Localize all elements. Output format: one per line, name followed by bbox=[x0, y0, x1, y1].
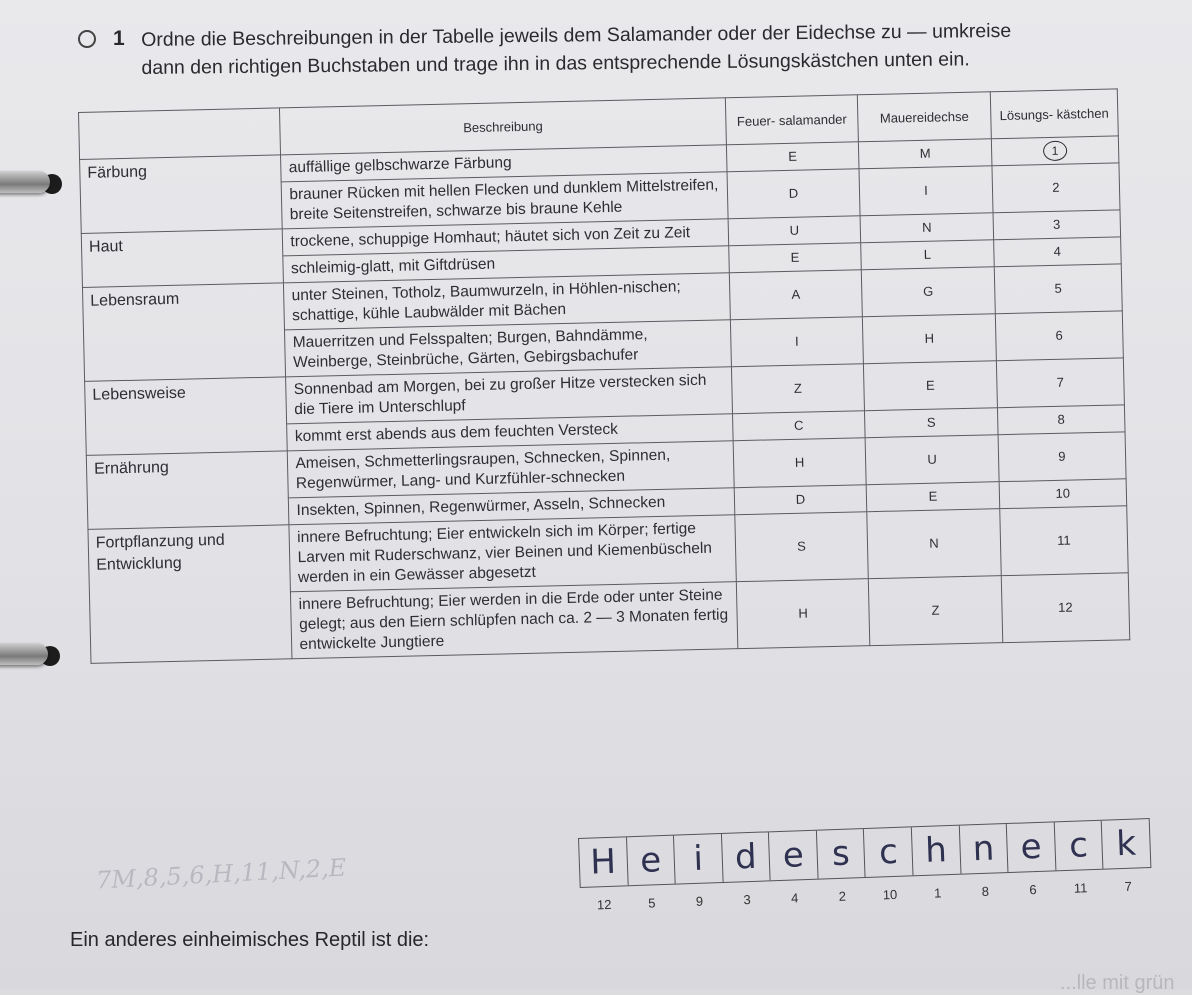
category-faerbung: Färbung bbox=[80, 155, 283, 234]
solution-number: 4 bbox=[993, 237, 1121, 267]
header-category bbox=[79, 108, 281, 160]
solution-box-number: 12 bbox=[596, 896, 612, 913]
description-cell: Mauerritzen und Felsspalten; Burgen, Bahndämme, Weinberge, Steinbrüche, Gärten, Gebirgsbachufer bbox=[285, 320, 731, 377]
solution-box-letter[interactable]: s bbox=[816, 829, 865, 879]
circled-solution-number: 1 bbox=[1043, 141, 1067, 162]
description-cell: unter Steinen, Totholz, Baumwurzeln, in Höhlen-nischen; schattige, kühle Laubwälder mit Bächen bbox=[284, 273, 730, 330]
solution-box-letter[interactable]: e bbox=[768, 831, 817, 881]
binder-ring-bottom bbox=[0, 643, 48, 665]
solution-box-number: 2 bbox=[838, 888, 847, 904]
lizard-letter[interactable]: S bbox=[865, 408, 998, 438]
header-solution: Lösungs- kästchen bbox=[990, 89, 1118, 139]
solution-box-letter[interactable]: c bbox=[863, 827, 912, 877]
task-instruction-line-2: dann den richtigen Buchstaben und trage ihn in das entsprechende Lösungskästchen unten ein. bbox=[141, 48, 970, 79]
next-page-bleed-text: ...lle mit grün bbox=[1060, 972, 1175, 994]
lizard-letter[interactable]: I bbox=[859, 166, 993, 216]
salamander-letter[interactable]: D bbox=[734, 485, 867, 515]
solution-number: 6 bbox=[995, 311, 1123, 361]
task-number: 1 bbox=[113, 27, 125, 50]
salamander-letter[interactable]: C bbox=[732, 411, 865, 441]
salamander-letter[interactable]: A bbox=[729, 270, 863, 320]
salamander-letter[interactable]: H bbox=[733, 438, 867, 488]
category-lebensweise: Lebensweise bbox=[85, 377, 288, 456]
lizard-letter[interactable]: N bbox=[867, 509, 1001, 579]
description-cell: trockene, schuppige Homhaut; häutet sich von Zeit zu Zeit bbox=[283, 219, 729, 256]
salamander-letter[interactable]: D bbox=[727, 169, 861, 219]
salamander-letter[interactable]: E bbox=[728, 243, 861, 273]
assignment-table bbox=[78, 88, 1130, 663]
solution-box-number: 8 bbox=[981, 883, 990, 899]
solution-box-number: 3 bbox=[743, 892, 751, 908]
salamander-letter[interactable]: S bbox=[735, 512, 869, 582]
description-cell: schleimig-glatt, mit Giftdrüsen bbox=[283, 246, 729, 283]
solution-number: 5 bbox=[994, 264, 1122, 314]
assignment-table-wrapper bbox=[78, 88, 1135, 863]
solution-box-number: 11 bbox=[1073, 880, 1088, 896]
task-checkbox[interactable] bbox=[78, 30, 96, 48]
salamander-letter[interactable]: Z bbox=[731, 364, 865, 414]
salamander-letter[interactable]: I bbox=[730, 317, 864, 367]
solution-number: 2 bbox=[992, 163, 1120, 213]
solution-box-letter[interactable]: c bbox=[1054, 821, 1103, 871]
task-instruction bbox=[141, 16, 1062, 82]
solution-box-number: 6 bbox=[1029, 882, 1037, 898]
description-cell: auffällige gelbschwarze Färbung bbox=[281, 145, 727, 182]
solution-box-letter[interactable]: h bbox=[911, 826, 960, 876]
solution-box-letter[interactable]: e bbox=[626, 836, 675, 886]
solution-number: 7 bbox=[996, 358, 1124, 408]
solution-box-number: 9 bbox=[695, 893, 704, 909]
solution-number: 3 bbox=[993, 210, 1121, 240]
solution-number: 8 bbox=[997, 405, 1125, 435]
description-cell: kommt erst abends aus dem feuchten Versteck bbox=[287, 414, 733, 451]
header-salamander: Feuer- salamander bbox=[725, 95, 859, 145]
solution-number: 9 bbox=[998, 432, 1126, 482]
solution-box-number: 1 bbox=[933, 885, 942, 901]
lizard-letter[interactable]: Z bbox=[869, 576, 1003, 646]
header-lizard: Mauereidechse bbox=[858, 92, 992, 142]
header-description: Beschreibung bbox=[280, 98, 726, 155]
solution-box-letter[interactable]: e bbox=[1006, 822, 1055, 872]
solution-box-number: 4 bbox=[790, 890, 799, 906]
salamander-letter[interactable]: U bbox=[728, 216, 861, 246]
category-lebensraum: Lebensraum bbox=[82, 283, 286, 382]
lizard-letter[interactable]: E bbox=[866, 482, 999, 512]
lizard-letter[interactable]: E bbox=[864, 361, 998, 411]
description-cell: brauner Rücken mit hellen Flecken und dunklem Mittelstreifen, breite Seitenstreifen, schwarze bis braune Kehle bbox=[282, 172, 728, 229]
solution-box-letter[interactable]: d bbox=[721, 832, 770, 882]
solution-box-letter[interactable]: H bbox=[578, 837, 627, 887]
solution-number: 12 bbox=[1001, 573, 1130, 643]
solution-number: 11 bbox=[999, 506, 1128, 576]
solution-box-number: 5 bbox=[647, 895, 656, 911]
category-ernaehrung: Ernährung bbox=[86, 451, 289, 530]
binder-ring-top bbox=[0, 171, 50, 193]
lizard-letter[interactable]: G bbox=[862, 267, 996, 317]
lizard-letter[interactable]: M bbox=[859, 139, 992, 169]
solution-number: 10 bbox=[999, 479, 1127, 509]
category-haut: Haut bbox=[81, 229, 284, 288]
salamander-letter[interactable]: H bbox=[736, 579, 870, 649]
solution-box-number: 10 bbox=[882, 886, 898, 903]
solution-box-letter[interactable]: n bbox=[958, 824, 1007, 874]
pencil-scribble: 7M,8,5,6,H,11,N,2,E bbox=[95, 853, 347, 895]
description-cell: Ameisen, Schmetterlingsraupen, Schnecken, Spinnen, Regenwürmer, Lang- und Kurzfühler-schnecken bbox=[288, 441, 734, 498]
description-cell: Insekten, Spinnen, Regenwürmer, Asseln, Schnecken bbox=[289, 488, 735, 525]
lizard-letter[interactable]: H bbox=[863, 314, 997, 364]
task-instruction-line-1: Ordne die Beschreibungen in der Tabelle jeweils dem Salamander oder der Eidechse zu — umkreise bbox=[141, 19, 1012, 51]
category-fortpflanzung: Fortpflanzung und Entwicklung bbox=[88, 525, 292, 664]
salamander-letter[interactable]: E bbox=[726, 142, 859, 172]
description-cell: innere Befruchtung; Eier werden in die Erde oder unter Steine gelegt; aus den Eiern schlüpfen nach ca. 2 — 3 Monaten fertig entwickelte Jungtiere bbox=[291, 582, 738, 659]
description-cell: innere Befruchtung; Eier entwickeln sich im Körper; fertige Larven mit Ruderschwanz, vier Beinen und Kiemenbüscheln werden in ein Gewässer abgesetzt bbox=[289, 515, 736, 592]
solution-number bbox=[991, 136, 1119, 166]
lizard-letter[interactable]: U bbox=[865, 435, 999, 485]
solution-box-letter[interactable]: i bbox=[673, 834, 722, 884]
description-cell: Sonnenbad am Morgen, bei zu großer Hitze verstecken sich die Tiere im Unterschlupf bbox=[286, 367, 732, 424]
lizard-letter[interactable]: L bbox=[861, 240, 994, 270]
solution-box-letter[interactable]: k bbox=[1101, 819, 1151, 869]
lizard-letter[interactable]: N bbox=[860, 213, 993, 243]
final-answer-label: Ein anderes einheimisches Reptil ist die: bbox=[70, 929, 430, 951]
solution-box-number: 7 bbox=[1124, 878, 1133, 894]
